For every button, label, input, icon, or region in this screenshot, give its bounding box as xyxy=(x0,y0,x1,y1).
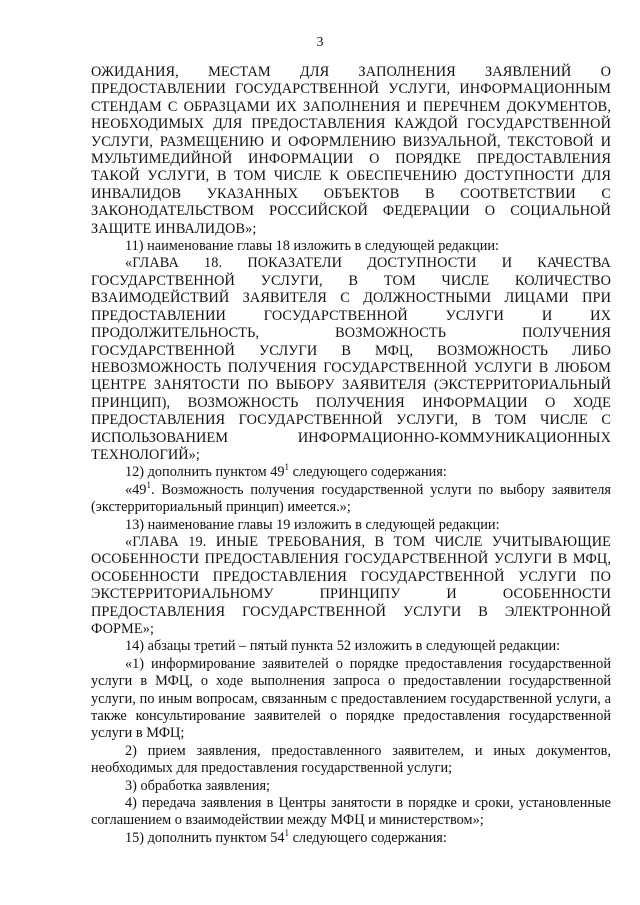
clause-49-text-end: . Возможность получения государственной услуги по выбору заявителя (экстерриториальный принцип) имеется.»; xyxy=(91,481,611,516)
paragraph-chapter-19: «ГЛАВА 19. ИНЫЕ ТРЕБОВАНИЯ, В ТОМ ЧИСЛЕ УЧИТЫВАЮЩИЕ ОСОБЕННОСТИ ПРЕДОСТАВЛЕНИЯ ГОСУДАРСТВЕННОЙ УСЛУГИ В МФЦ, ОСОБЕННОСТИ ПРЕДОСТАВЛЕНИЯ ГОСУДАРСТВЕННОЙ УСЛУГИ ПО ЭКСТЕРРИТОРИАЛЬНОМУ ПРИНЦИПУ И ОСОБЕННОСТИ ПРЕДОСТАВЛЕНИЯ ГОСУДАРСТВЕННОЙ УСЛУГИ В ЭЛЕКТРОННОЙ ФОРМЕ»; xyxy=(91,533,611,637)
superscript: 1 xyxy=(146,479,151,490)
item-15-text-end: следующего содержания: xyxy=(289,829,447,846)
paragraph-item-13: 13) наименование главы 19 изложить в следующей редакции: xyxy=(125,516,500,533)
item-12-text: 12) дополнить пунктом 49 xyxy=(125,464,285,481)
paragraph-subitem-3: 3) обработка заявления; xyxy=(125,777,270,794)
paragraph-heading-continuation: ОЖИДАНИЯ, МЕСТАМ ДЛЯ ЗАПОЛНЕНИЯ ЗАЯВЛЕНИЙ О ПРЕДОСТАВЛЕНИИ ГОСУДАРСТВЕННОЙ УСЛУГИ, ИНФОРМАЦИОННЫМ СТЕНДАМ С ОБРАЗЦАМИ ИХ ЗАПОЛНЕНИЯ И ПЕРЕЧНЕМ ДОКУМЕНТОВ, НЕОБХОДИМЫХ ДЛЯ ПРЕДОСТАВЛЕНИЯ КАЖДОЙ ГОСУДАРСТВЕННОЙ УСЛУГИ, РАЗМЕЩЕНИЮ И ОФОРМЛЕНИЮ ВИЗУАЛЬНОЙ, ТЕКСТОВОЙ И МУЛЬТИМЕДИЙНОЙ ИНФОРМАЦИИ О ПОРЯДКЕ ПРЕДОСТАВЛЕНИЯ ТАКОЙ УСЛУГИ, В ТОМ ЧИСЛЕ К ОБЕСПЕЧЕНИЮ ДОСТУПНОСТИ ДЛЯ ИНВАЛИДОВ УКАЗАННЫХ ОБЪЕКТОВ В СООТВЕТСТВИИ С ЗАКОНОДАТЕЛЬСТВОМ РОССИЙСКОЙ ФЕДЕРАЦИИ О СОЦИАЛЬНОЙ ЗАЩИТЕ ИНВАЛИДОВ»; xyxy=(91,64,611,237)
superscript: 1 xyxy=(284,828,290,839)
document-body xyxy=(91,64,611,847)
clause-49-text: «49 xyxy=(125,481,147,498)
paragraph-item-15 xyxy=(91,830,611,847)
paragraph-item-12 xyxy=(91,464,611,481)
paragraph-subitem-1: «1) информирование заявителей о порядке предоставления государственной услуги в МФЦ, о ходе выполнения запроса о предоставлении государственной услуги, по иным вопросам, связанным с предоставлением государственной услуги, а также консультирование заявителей о порядке предоставления государственной услуги в МФЦ; xyxy=(91,655,611,742)
paragraph-subitem-4: 4) передача заявления в Центры занятости в порядке и сроки, установленные соглашением о взаимодействии между МФЦ и министерством»; xyxy=(91,795,611,829)
paragraph-chapter-18: «ГЛАВА 18. ПОКАЗАТЕЛИ ДОСТУПНОСТИ И КАЧЕСТВА ГОСУДАРСТВЕННОЙ УСЛУГИ, В ТОМ ЧИСЛЕ КОЛИЧЕСТВО ВЗАИМОДЕЙСТВИЙ ЗАЯВИТЕЛЯ С ДОЛЖНОСТНЫМИ ЛИЦАМИ ПРИ ПРЕДОСТАВЛЕНИИ ГОСУДАРСТВЕННОЙ УСЛУГИ И ИХ ПРОДОЛЖИТЕЛЬНОСТЬ, ВОЗМОЖНОСТЬ ПОЛУЧЕНИЯ ГОСУДАРСТВЕННОЙ УСЛУГИ В МФЦ, ВОЗМОЖНОСТЬ ЛИБО НЕВОЗМОЖНОСТЬ ПОЛУЧЕНИЯ ГОСУДАРСТВЕННОЙ УСЛУГИ В ЛЮБОМ ЦЕНТРЕ ЗАНЯТОСТИ ПО ВЫБОРУ ЗАЯВИТЕЛЯ (ЭКСТЕРРИТОРИАЛЬНЫЙ ПРИНЦИП), ВОЗМОЖНОСТЬ ПОЛУЧЕНИЯ ИНФОРМАЦИИ О ХОДЕ ПРЕДОСТАВЛЕНИЯ ГОСУДАРСТВЕННОЙ УСЛУГИ, В ТОМ ЧИСЛЕ С ИСПОЛЬЗОВАНИЕМ ИНФОРМАЦИОННО-КОММУНИКАЦИОННЫХ ТЕХНОЛОГИЙ»; xyxy=(91,255,611,463)
item-15-text: 15) дополнить пунктом 54 xyxy=(125,829,285,846)
page-number: 3 xyxy=(316,35,324,50)
superscript: 1 xyxy=(284,462,290,473)
paragraph-subitem-2: 2) прием заявления, предоставленного заявителем, и иных документов, необходимых для предоставления государственной услуги; xyxy=(91,742,611,777)
item-12-text-end: следующего содержания: xyxy=(289,464,447,481)
paragraph-item-14: 14) абзацы третий – пятый пункта 52 изложить в следующей редакции: xyxy=(125,638,561,655)
paragraph-clause-49-1 xyxy=(91,479,611,517)
paragraph-item-11: 11) наименование главы 18 изложить в следующей редакции: xyxy=(125,238,500,255)
